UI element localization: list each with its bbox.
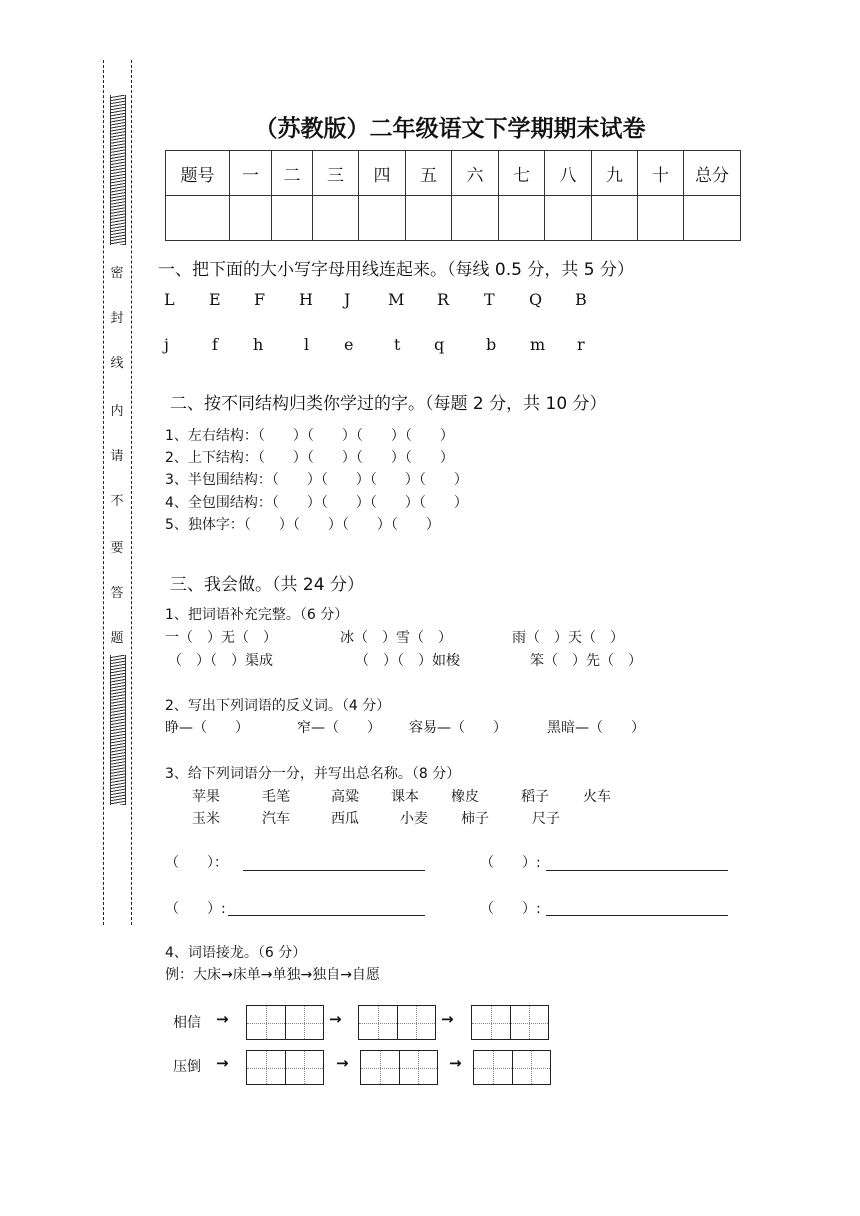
arrow-icon: → xyxy=(336,1054,349,1072)
category-answer-blank[interactable] xyxy=(546,915,728,916)
seal-char: 题 xyxy=(110,631,124,646)
lowercase-letter: q xyxy=(434,335,445,354)
score-header-cell: 七 xyxy=(499,151,545,196)
answer-grid[interactable] xyxy=(473,1050,551,1085)
chain-start-word: 相信 xyxy=(173,1015,201,1031)
score-entry-cell[interactable] xyxy=(499,196,545,241)
score-entry-cell[interactable] xyxy=(684,196,741,241)
seal-char: 答 xyxy=(110,586,124,601)
chain-start-word: 压倒 xyxy=(173,1059,201,1075)
score-header-cell: 八 xyxy=(545,151,592,196)
word-item: 稻子 xyxy=(521,789,549,805)
page-title: （苏教版）二年级语文下学期期末试卷 xyxy=(254,116,646,142)
uppercase-letter: E xyxy=(209,290,221,309)
score-header-cell: 二 xyxy=(272,151,313,196)
category-label: （ ）: xyxy=(480,855,541,871)
score-table xyxy=(165,150,741,241)
uppercase-letter: R xyxy=(437,290,450,309)
idiom-item: 笨（ ）先（ ） xyxy=(530,653,642,669)
structure-line: 1、左右结构：（ ）（ ）（ ）（ ） xyxy=(165,428,454,444)
q2-title: 2、写出下列词语的反义词。（4 分） xyxy=(165,698,391,714)
q1-title: 1、把词语补充完整。（6 分） xyxy=(165,607,349,623)
structure-line: 3、半包围结构：（ ）（ ）（ ）（ ） xyxy=(165,472,468,488)
lowercase-letter: h xyxy=(253,335,264,354)
category-label: （ ）: xyxy=(480,901,541,917)
word-item: 火车 xyxy=(583,789,611,805)
antonym-item: 睁—（ ） xyxy=(165,720,249,736)
word-item: 尺子 xyxy=(532,811,560,827)
word-item: 汽车 xyxy=(262,811,290,827)
score-header-row xyxy=(166,151,741,196)
seal-char: 请 xyxy=(110,449,124,464)
idiom-item: 一（ ）无（ ） xyxy=(165,630,277,646)
word-item: 橡皮 xyxy=(451,789,479,805)
word-item: 高粱 xyxy=(331,789,359,805)
seal-char: 密 xyxy=(110,266,124,281)
score-header-cell: 题号 xyxy=(166,151,230,196)
lowercase-letter: l xyxy=(304,335,310,354)
score-header-cell: 三 xyxy=(313,151,359,196)
structure-line: 2、上下结构：（ ）（ ）（ ）（ ） xyxy=(165,450,454,466)
lowercase-letter: t xyxy=(394,335,401,354)
section2-heading: 二、按不同结构归类你学过的字。（每题 2 分，共 10 分） xyxy=(170,394,607,414)
score-entry-cell[interactable] xyxy=(230,196,272,241)
category-answer-blank[interactable] xyxy=(243,870,425,871)
word-item: 苹果 xyxy=(192,789,220,805)
score-header-cell: 六 xyxy=(452,151,499,196)
antonym-item: 窄—（ ） xyxy=(297,720,381,736)
arrow-icon: → xyxy=(329,1010,342,1028)
score-entry-cell[interactable] xyxy=(545,196,592,241)
score-entry-cell[interactable] xyxy=(592,196,638,241)
idiom-item: 冰（ ）雪（ ） xyxy=(340,630,452,646)
lowercase-letter: m xyxy=(530,335,546,354)
uppercase-letter: F xyxy=(254,290,266,309)
lowercase-letter: j xyxy=(164,335,169,354)
seal-char: 内 xyxy=(110,404,124,419)
seal-char: 封 xyxy=(110,311,124,326)
word-item: 小麦 xyxy=(400,811,428,827)
structure-line: 4、全包围结构：（ ）（ ）（ ）（ ） xyxy=(165,495,468,511)
word-item: 玉米 xyxy=(192,811,220,827)
uppercase-letter: M xyxy=(388,290,405,309)
q4-title: 4、词语接龙。（6 分） xyxy=(165,945,307,961)
score-header-cell: 四 xyxy=(359,151,406,196)
seal-char: 要 xyxy=(110,541,124,556)
score-header-cell: 一 xyxy=(230,151,272,196)
answer-grid[interactable] xyxy=(358,1005,436,1040)
score-header-cell: 九 xyxy=(592,151,638,196)
score-entry-cell[interactable] xyxy=(359,196,406,241)
idiom-item: （ ）（ ）渠成 xyxy=(168,653,273,669)
score-header-cell: 总分 xyxy=(684,151,741,196)
uppercase-letter: H xyxy=(299,290,313,309)
lowercase-letter: e xyxy=(344,335,354,354)
antonym-item: 黑暗—（ ） xyxy=(547,720,645,736)
lowercase-letter: f xyxy=(212,335,218,354)
antonym-item: 容易—（ ） xyxy=(409,720,507,736)
margin-hatch-bottom xyxy=(110,655,126,805)
answer-grid[interactable] xyxy=(360,1050,438,1085)
uppercase-letter: J xyxy=(344,290,351,309)
binding-line-right xyxy=(131,60,132,925)
binding-line-left xyxy=(103,60,104,925)
score-entry-cell[interactable] xyxy=(452,196,499,241)
category-answer-blank[interactable] xyxy=(228,915,425,916)
uppercase-letter: Q xyxy=(529,290,543,309)
arrow-icon: → xyxy=(216,1010,229,1028)
section3-heading: 三、我会做。（共 24 分） xyxy=(170,575,364,595)
score-entry-cell[interactable] xyxy=(406,196,452,241)
score-header-cell: 五 xyxy=(406,151,452,196)
score-header-cell: 十 xyxy=(638,151,684,196)
word-item: 柿子 xyxy=(461,811,489,827)
uppercase-letter: T xyxy=(484,290,495,309)
category-answer-blank[interactable] xyxy=(546,870,728,871)
score-entry-cell[interactable] xyxy=(272,196,313,241)
idiom-item: （ ）（ ）如梭 xyxy=(355,653,460,669)
word-item: 课本 xyxy=(391,789,419,805)
score-entry-cell[interactable] xyxy=(638,196,684,241)
lowercase-letter: b xyxy=(486,335,497,354)
score-entry-cell[interactable] xyxy=(313,196,359,241)
section1-heading: 一、把下面的大小写字母用线连起来。（每线 0.5 分，共 5 分） xyxy=(158,260,634,280)
answer-grid[interactable] xyxy=(471,1005,549,1040)
arrow-icon: → xyxy=(449,1054,462,1072)
word-item: 西瓜 xyxy=(331,811,359,827)
arrow-icon: → xyxy=(216,1054,229,1072)
score-entry-row xyxy=(166,196,741,241)
answer-grid[interactable] xyxy=(246,1050,324,1085)
q4-example: 例：大床→床单→单独→独自→自愿 xyxy=(165,967,380,983)
structure-line: 5、独体字：（ ）（ ）（ ）（ ） xyxy=(165,517,440,533)
answer-grid[interactable] xyxy=(246,1005,324,1040)
word-item: 毛笔 xyxy=(262,789,290,805)
arrow-icon: → xyxy=(441,1010,454,1028)
lowercase-letter: r xyxy=(577,335,585,354)
q3-title: 3、给下列词语分一分，并写出总名称。（8 分） xyxy=(165,766,461,782)
category-label: （ ）： xyxy=(165,855,228,871)
score-entry-cell[interactable] xyxy=(166,196,230,241)
uppercase-letter: B xyxy=(575,290,587,309)
idiom-item: 雨（ ）天（ ） xyxy=(512,630,624,646)
uppercase-letter: L xyxy=(164,290,175,309)
category-label: （ ）: xyxy=(165,901,226,917)
seal-char: 线 xyxy=(110,356,124,371)
seal-char: 不 xyxy=(110,494,124,509)
